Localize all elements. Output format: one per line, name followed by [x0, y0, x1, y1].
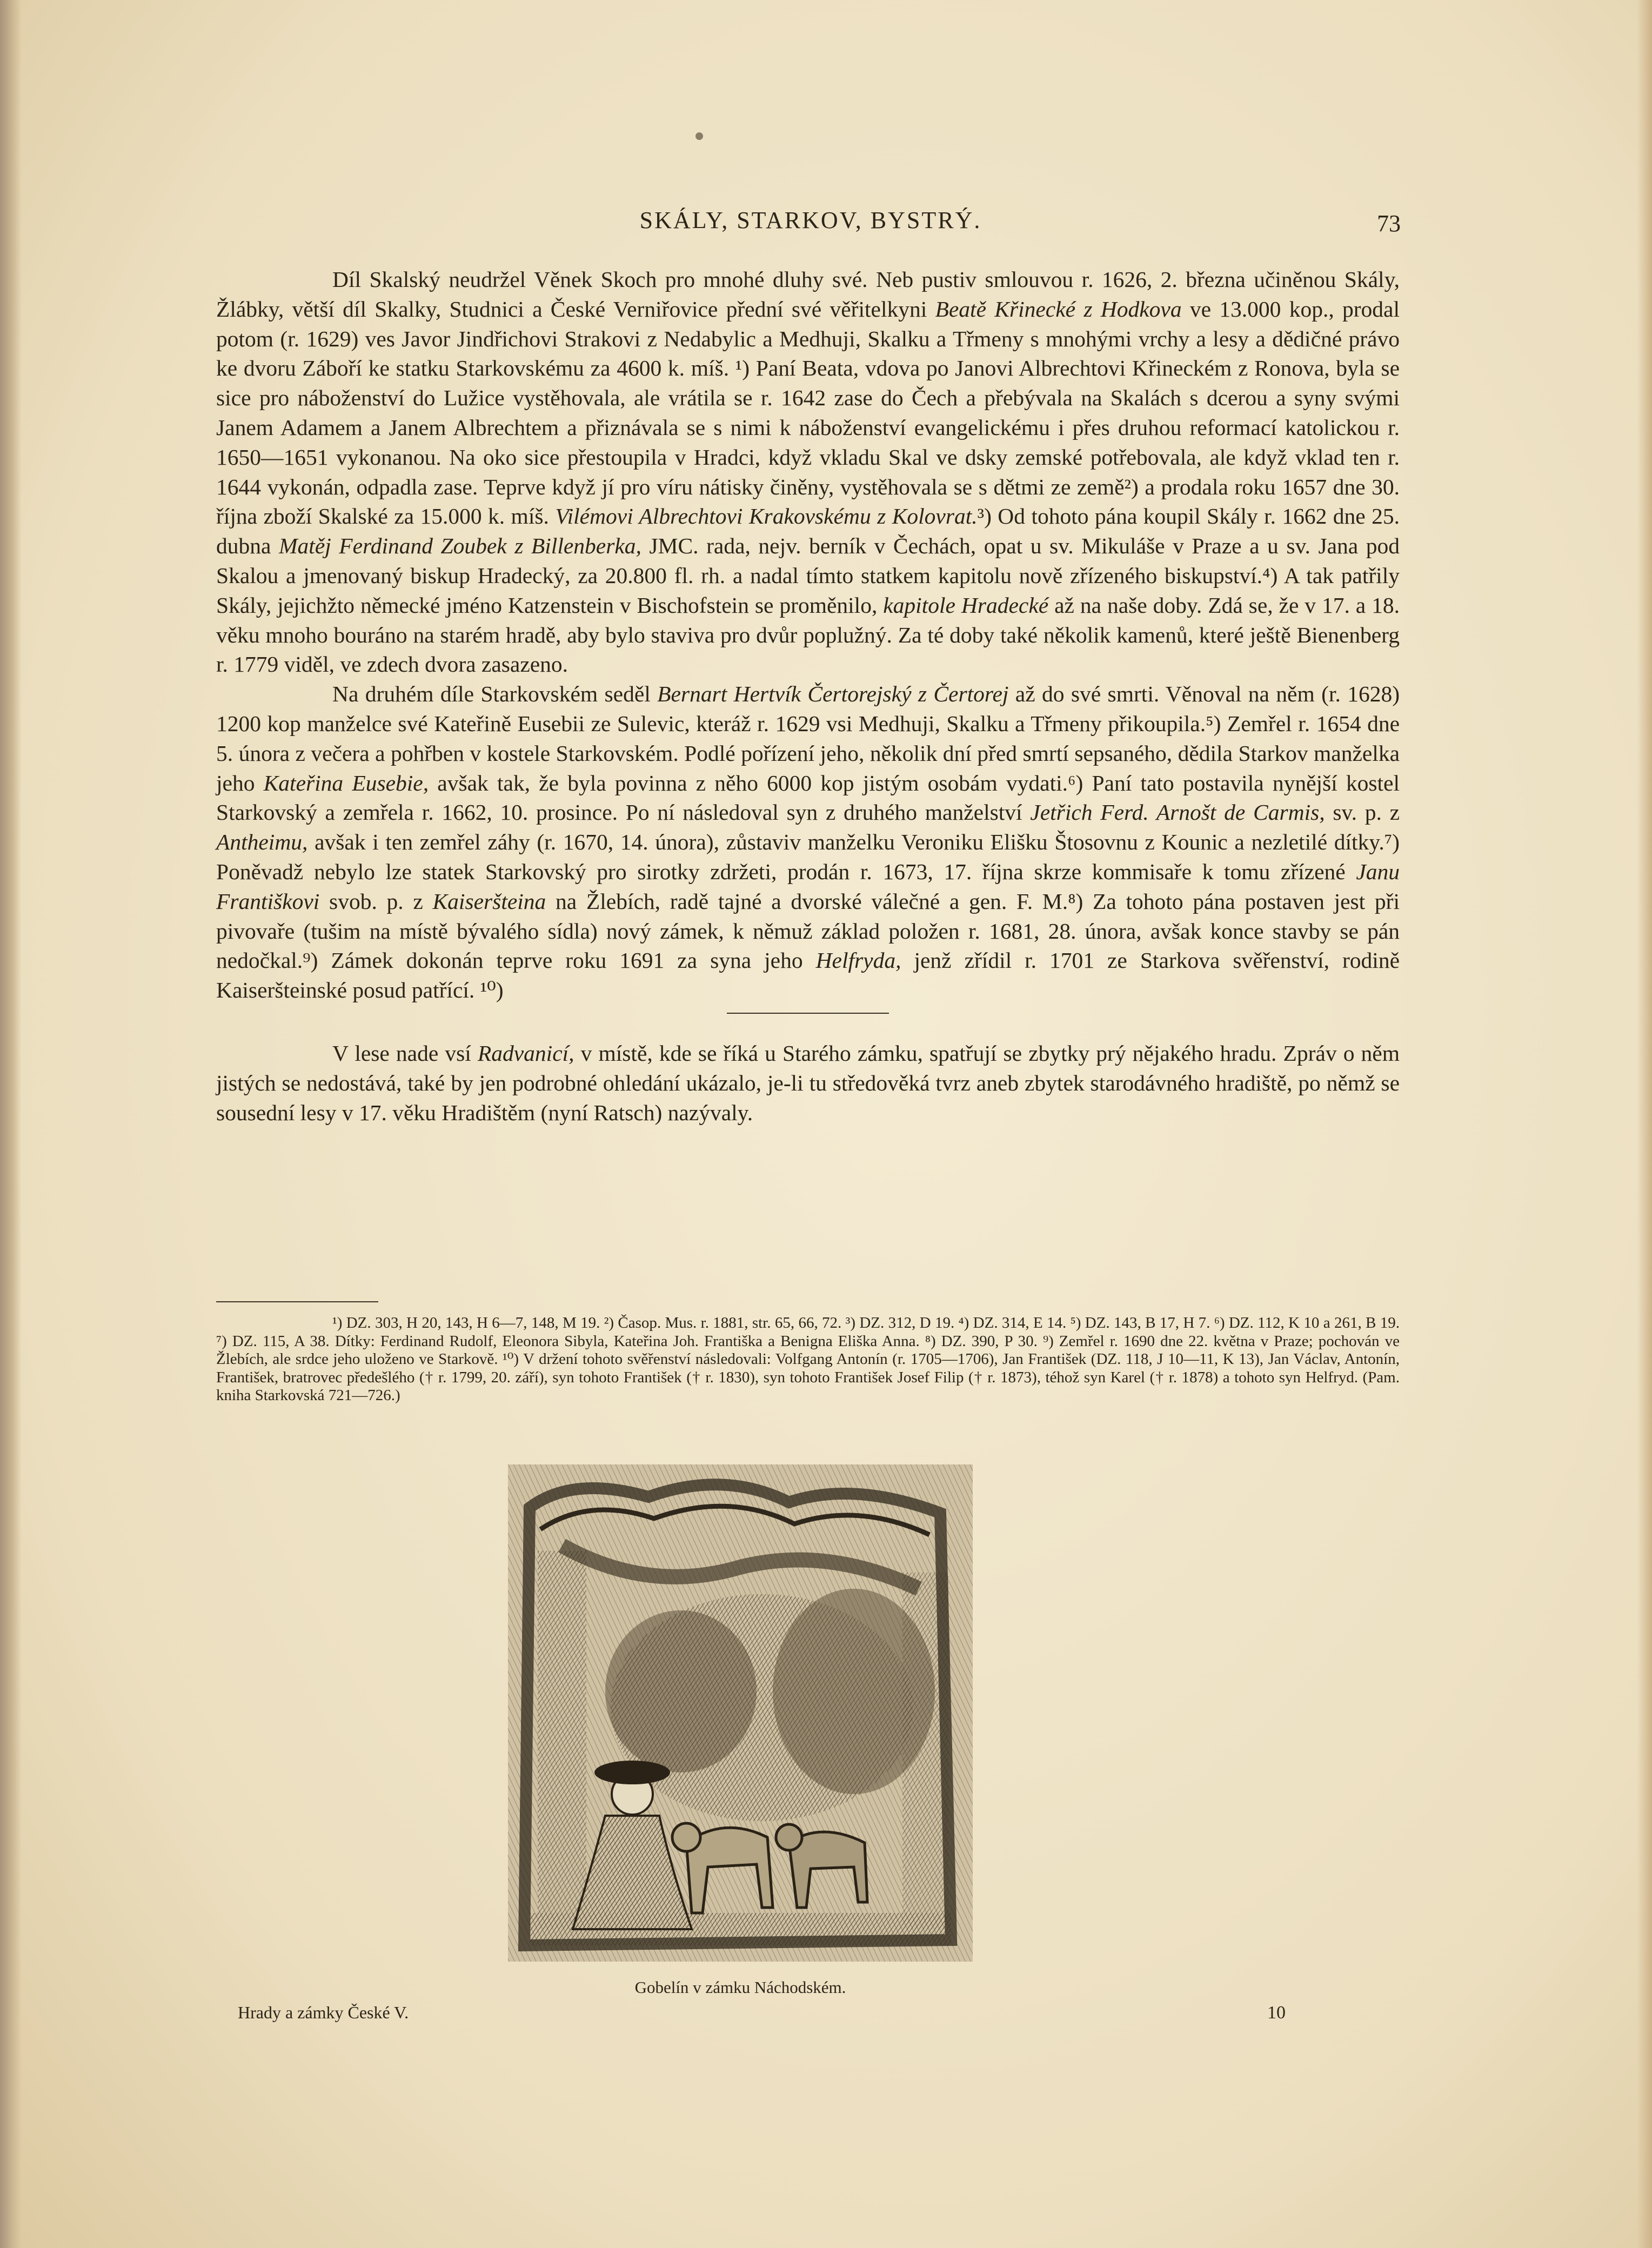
- gobelin-engraving: [508, 1464, 973, 1962]
- page-blemish-dot: [695, 132, 703, 140]
- italic-text-segment: Antheimu,: [216, 829, 308, 855]
- text-segment: svob. p. z: [319, 888, 433, 914]
- text-segment: až do své smrti. Věnoval na něm (r. 1628) 1200 kop manželce své Kateřině Eusebii ze Sulevic, kteráž r. 1629 vsi Medhuji, Skalku a Třmeny přikoupila.⁵) Zemřel r. 1654 dne 5. února z večera a pohřben v kostele Starkovském. Podlé pořízení jeho, několik dní před smrtí sepsaného, dědila Starkov manželka jeho: [216, 681, 1400, 795]
- italic-text-segment: kapitole Hradecké: [883, 592, 1049, 618]
- text-segment: Na druhém díle Starkovském seděl: [332, 681, 658, 707]
- book-binding-edge: [0, 0, 22, 2248]
- footer-signature-number: 10: [1267, 2003, 1286, 2023]
- text-segment: na Žlebích, radě tajné a dvorské válečné a gen. F. M.⁸) Za tohoto pána postaven jest při pivovaře (tušim na místě bývalého sídla) nový zámek, k němuž základ položen r. 1681, 28. února, avšak konce stavby se pán nedočkal.⁹) Zámek dokonán teprve roku 1691 za syna jeho: [216, 888, 1400, 973]
- text-segment: v místě, kde se říká u Starého zámku, spatřují se zbytky prý nějakého hradu. Zpráv o něm jistých se nedostává, také by jen podrobné ohledání ukázalo, je-li tu středověká tvrz aneb zbytek starodávného hradiště, po němž se sousední lesy v 17. věku Hradištěm (nyní Ratsch) nazývaly.: [216, 1040, 1400, 1125]
- text-segment: jenž zřídil r. 1701 ze Starkova svěřenství, rodině Kaiseršteinské posud patřící. ¹⁰): [216, 948, 1400, 1003]
- italic-text-segment: Matěj Ferdinand Zoubek z Billenberka,: [278, 533, 641, 559]
- text-segment: avšak i ten zemřel záhy (r. 1670, 14. února), zůstaviv manželku Veroniku Elišku Štosovnu z Kounic a nezletilé dítky.⁷) Poněvadž nebylo lze statek Starkovský pro sirotky zdržeti, prodán r. 1673, 17. října skrze kommisaře k tomu zřízené: [216, 829, 1400, 884]
- section-separator: [727, 1013, 889, 1014]
- italic-text-segment: Kaiseršteina: [432, 888, 546, 914]
- text-segment: Díl Skalský neudržel Věnek Skoch pro mnohé dluhy své. Neb pustiv smlouvou r. 1626, 2. března učiněnou Skály, Žlábky, větší díl Skalky, Studnici a České Verniřovice přední své věřitelkyni: [216, 267, 1400, 322]
- italic-text-segment: Jetřich Ferd. Arnošt de Carmis,: [1030, 800, 1325, 825]
- body-text: [216, 265, 1400, 1127]
- text-segment: sv. p. z: [1325, 800, 1400, 825]
- paragraph: [216, 1039, 1400, 1127]
- italic-text-segment: Janu Františkovi: [216, 859, 1400, 914]
- footnotes: [216, 1314, 1400, 1405]
- text-segment: V lese nade vsí: [332, 1040, 478, 1066]
- footer-book-title: Hrady a zámky České V.: [238, 2003, 409, 2022]
- page-number: 73: [1377, 210, 1401, 237]
- text-segment: ³) Od tohoto pána koupil Skály r. 1662 dne 25. dubna: [216, 504, 1400, 559]
- italic-text-segment: Helfryda,: [815, 948, 901, 973]
- paragraph: [216, 679, 1400, 1005]
- italic-text-segment: Radvanicí,: [477, 1040, 574, 1066]
- italic-text-segment: Vilémovi Albrechtovi Krakovskému z Kolovrat.: [555, 504, 978, 529]
- italic-text-segment: Kateřina Eusebie,: [263, 770, 429, 795]
- figure-caption: Gobelín v zámku Náchodském.: [634, 1978, 846, 1997]
- footnote-rule: [216, 1301, 378, 1302]
- paragraph: [216, 265, 1400, 679]
- italic-text-segment: Beatě Křinecké z Hodkova: [935, 296, 1182, 322]
- running-header-title: SKÁLY, STARKOV, BYSTRÝ.: [639, 207, 982, 233]
- text-segment: JMC. rada, nejv. berník v Čechách, opat u sv. Mikuláše v Praze a u sv. Jana pod Skalou a jmenovaný biskup Hradecký, za 20.800 fl. rh. a nadal tímto statkem kapitolu nově zřízeného biskupství.⁴) A tak patřily Skály, jejichžto německé jméno Katzenstein v Bischofstein se proměnilo,: [216, 533, 1400, 618]
- italic-text-segment: Bernart Hertvík Čertorejský z Čertorej: [657, 681, 1009, 707]
- text-segment: avšak tak, že byla povinna z něho 6000 kop jistým osobám vydati.⁶) Paní tato postavila nynější kostel Starkovský a zemřela r. 1662, 10. prosince. Po ní následoval syn z druhého manželství: [216, 770, 1400, 825]
- text-segment: ve 13.000 kop., prodal potom (r. 1629) ves Javor Jindřichovi Strakovi z Nedabylic a Medhuji, Skalku a Třmeny s mnohými vrchy a lesy a dědičné právo ke dvoru Záboří ke statku Starkovskému za 4600 k. míš. ¹) Paní Beata, vdova po Janovi Albrechtovi Křineckém z Ronova, byla se sice pro náboženství do Lužice vystěhovala, ale vrátila se r. 1642 zase do Čech a přebývala na Skalách s dcerou a syny svými Janem Adamem a Janem Albrechtem a přiznávala se s nimi k náboženství evangelickému i přes druhou reformací katolickou r. 1650—1651 vykonanou. Na oko sice přestoupila v Hradci, když vkladu Skal ve dsky zemské potřebovala, ale když vklad ten r. 1644 vykonán, odpadla zase. Teprve když jí pro víru nátisky činěny, vystěhovala se s dětmi ze země²) a prodala roku 1657 dne 30. října zboží Skalské za 15.000 k. míš.: [216, 296, 1400, 529]
- text-segment: až na naše doby. Zdá se, že v 17. a 18. věku mnoho bouráno na starém hradě, aby bylo staviva pro dvůr poplužný. Za té doby také několik kamenů, které ještě Bienenberg r. 1779 viděl, ve zdech dvora zasazeno.: [216, 592, 1400, 677]
- page-right-edge: [1637, 0, 1652, 2248]
- footnote-text: ¹) DZ. 303, H 20, 143, H 6—7, 148, M 19. ²) Časop. Mus. r. 1881, str. 65, 66, 72. ³) DZ. 312, D 19. ⁴) DZ. 314, E 14. ⁵) DZ. 143, B 17, H 7. ⁶) DZ. 112, K 10 a 261, B 19. ⁷) DZ. 115, A 38. Dítky: Ferdinand Rudolf, Eleonora Sibyla, Kateřina Joh. Františka a Benigna Eliška Anna. ⁸) DZ. 390, P 30. ⁹) Zemřel r. 1690 dne 22. května v Praze; pochován ve Žlebích, ale srdce jeho uloženo ve Starkově. ¹⁰) V držení tohoto svěřenství následovali: Volfgang Antonín (r. 1705—1706), Jan František (DZ. 118, J 10—11, K 13), Jan Václav, Antonín, František, bratrovec předešlého († r. 1799, 20. září), syn tohoto František († r. 1830), syn tohoto František Josef Filip († r. 1873), téhož syn Karel († r. 1878) a tohoto syn Helfryd. (Pam. kniha Starkovská 721—726.): [216, 1314, 1400, 1404]
